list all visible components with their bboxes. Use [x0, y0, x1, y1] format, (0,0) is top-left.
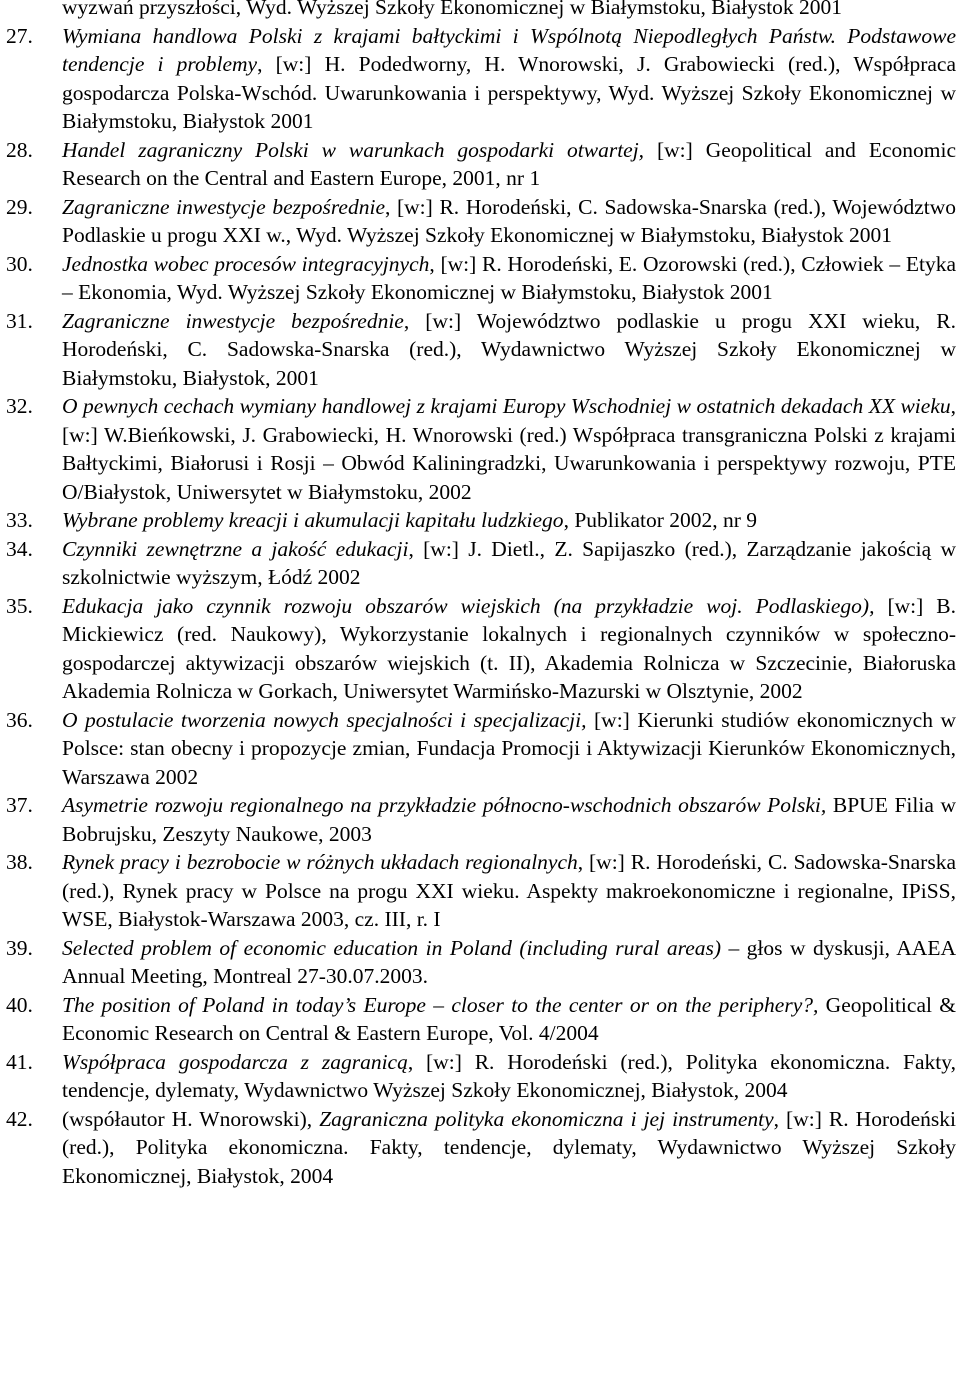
bibliography-entry — [0, 991, 960, 1048]
bibliography-entry — [0, 250, 960, 307]
entry-title: Zagraniczna polityka ekonomiczna i jej instrumenty — [319, 1106, 774, 1131]
entry-number: 36. — [6, 707, 33, 732]
entry-number: 40. — [6, 992, 33, 1017]
entry-details: [w:] Kierunki studiów ekonomicznych w Polsce: stan obecny i propozycje zmian, Fundacja Promocji i Aktywizacji Kierunków Ekonomicznych, Warszawa 2002 — [62, 707, 957, 789]
entry-details: Geopolitical & Economic Research on Central & Eastern Europe, Vol. 4/2004 — [62, 992, 956, 1045]
bibliography-entry — [0, 848, 960, 934]
entry-title: The position of Poland in today’s Europe – closer to the center or on the periphery?, — [62, 992, 819, 1017]
entry-title: O pewnych cechach wymiany handlowej z krajami Europy Wschodniej w ostatnich dekadach XX wieku — [62, 394, 951, 418]
bibliography-entry — [0, 392, 960, 506]
entry-details: , [w:] H. Podedworny, H. Wnorowski, J. Grabowiecki (red.), Współpraca gospodarcza Polska-Wschód. Uwarunkowania i perspektywy, Wyd. Wyższej Szkoły Ekonomicznej w Białymstoku, Białystok 2001 — [62, 52, 956, 133]
entry-details: , [w:] R. Horodeński (red.), Polityka ekonomiczna. Fakty, tendencje, dylematy, Wydawnictwo Wyższej Szkoły Ekonomicznej, Białystok, 2004 — [62, 1106, 957, 1188]
entry-title: Asymetrie rozwoju regionalnego na przykładzie północno-wschodnich obszarów Polski, — [62, 793, 827, 817]
entry-details: , [w:] R. Horodeński, E. Ozorowski (red.), Człowiek – Etyka – Ekonomia, Wyd. Wyższej Szkoły Ekonomicznej w Białymstoku, Białystok 2001 — [62, 251, 956, 304]
bibliography-list — [0, 22, 960, 1191]
bibliography-entry — [0, 592, 960, 706]
bibliography-entry — [0, 506, 960, 535]
entry-title: Wybrane problemy kreacji i akumulacji kapitału ludzkiego — [62, 508, 564, 532]
entry-coauthor: (współautor H. Wnorowski), — [62, 1106, 320, 1131]
entry-number: 34. — [6, 536, 33, 561]
entry-details: – głos w dyskusji, AAEA Annual Meeting, Montreal 27-30.07.2003. — [62, 935, 956, 988]
entry-title: Jednostka wobec procesów integracyjnych — [62, 251, 430, 276]
entry-title: Współpraca gospodarcza z zagranicą — [62, 1049, 408, 1074]
entry-title: O postulacie tworzenia nowych specjalności i specjalizacji, — [62, 707, 587, 732]
entry-title: Edukacja jako czynnik rozwoju obszarów wiejskich (na przykładzie woj. Podlaskiego), — [62, 593, 875, 618]
bibliography-entry — [0, 22, 960, 136]
entry-title: Czynniki zewnętrzne a jakość edukacji — [62, 536, 409, 561]
entry-title: Selected problem of economic education in Poland (including rural areas) — [62, 935, 722, 960]
entry-number: 33. — [6, 508, 33, 532]
entry-number: 31. — [6, 308, 33, 333]
entry-title: Zagraniczne inwestycje bezpośrednie — [62, 308, 404, 333]
entry-title: Wymiana handlowa Polski z krajami bałtyckimi i Wspólnotą Niepodległych Państw. Podstawowe tendencje i problemy — [62, 23, 956, 76]
entry-number: 29. — [6, 194, 33, 219]
entry-number: 42. — [6, 1106, 33, 1131]
entry-number: 27. — [6, 23, 33, 48]
bibliography-entry — [0, 1048, 960, 1105]
entry-details: , Publikator 2002, nr 9 — [563, 508, 758, 532]
bibliography-entry — [0, 706, 960, 792]
entry-number: 37. — [6, 793, 33, 817]
bibliography-entry — [0, 791, 960, 848]
entry-details: BPUE Filia w Bobrujsku, Zeszyty Naukowe, 2003 — [62, 793, 956, 846]
entry-title: Handel zagraniczny Polski w warunkach gospodarki otwartej, — [62, 137, 645, 162]
entry-title: Rynek pracy i bezrobocie w różnych układach regionalnych — [62, 850, 578, 874]
entry-details: , [w:] Województwo podlaskie u progu XXI wieku, R. Horodeński, C. Sadowska-Snarska (red.), Wydawnictwo Wyższej Szkoły Ekonomicznej w Białymstoku, Białystok, 2001 — [62, 308, 956, 390]
entry-number: 38. — [6, 850, 33, 874]
entry-details: , [w:] W.Bieńkowski, J. Grabowiecki, H. Wnorowski (red.) Współpraca transgraniczna Polski z krajami Bałtyckimi, Białorusi i Rosji – Obwód Kaliningradzki, Uwarunkowania i perspektywy rozwoju, PTE O/Białystok, Uniwersytet w Białymstoku, 2002 — [62, 394, 956, 504]
entry-number: 35. — [6, 593, 33, 618]
entry-title: Zagraniczne inwestycje bezpośrednie — [62, 194, 385, 219]
bibliography-entry — [0, 193, 960, 250]
entry-details: , [w:] R. Horodeński, C. Sadowska-Snarska (red.), Rynek pracy w Polsce na progu XXI wieku. Aspekty makroekonomiczne i regionalne, IPiSS, WSE, Białystok-Warszawa 2003, cz. III, r. I — [62, 850, 956, 931]
entry-details: , [w:] R. Horodeński, C. Sadowska-Snarska (red.), Województwo Podlaskie u progu XXI w., Wyd. Wyższej Szkoły Ekonomicznej w Białymstoku, Białystok 2001 — [62, 194, 956, 247]
entry-number: 28. — [6, 137, 33, 162]
bibliography-entry — [0, 307, 960, 393]
entry-details: [w:] Geopolitical and Economic Research on the Central and Eastern Europe, 2001, nr 1 — [62, 137, 956, 190]
bibliography-entry — [0, 136, 960, 193]
entry-number: 39. — [6, 935, 33, 960]
bibliography-entry — [0, 934, 960, 991]
entry-details: , [w:] J. Dietl., Z. Sapijaszko (red.), Zarządzanie jakością w szkolnictwie wyższym, Łódź 2002 — [62, 536, 956, 589]
entry-number: 41. — [6, 1049, 33, 1074]
entry-details: , [w:] R. Horodeński (red.), Polityka ekonomiczna. Fakty, tendencje, dylematy, Wydawnictwo Wyższej Szkoły Ekonomicznej, Białystok, 2004 — [62, 1049, 957, 1102]
entry-number: 30. — [6, 251, 33, 276]
bibliography-entry — [0, 1105, 960, 1191]
continued-text: wyzwań przyszłości, Wyd. Wyższej Szkoły Ekonomicznej w Białymstoku, Białystok 2001 — [62, 0, 843, 19]
entry-details: [w:] B. Mickiewicz (red. Naukowy), Wykorzystanie lokalnych i regionalnych czynników w społeczno-gospodarczej aktywizacji obszarów wiejskich (t. II), Akademia Rolnicza w Szczecinie, Białoruska Akademia Rolnicza w Gorkach, Uniwersytet Warmińsko-Mazurski w Olsztynie, 2002 — [62, 593, 956, 703]
entry-number: 32. — [6, 394, 33, 418]
bibliography-entry — [0, 535, 960, 592]
